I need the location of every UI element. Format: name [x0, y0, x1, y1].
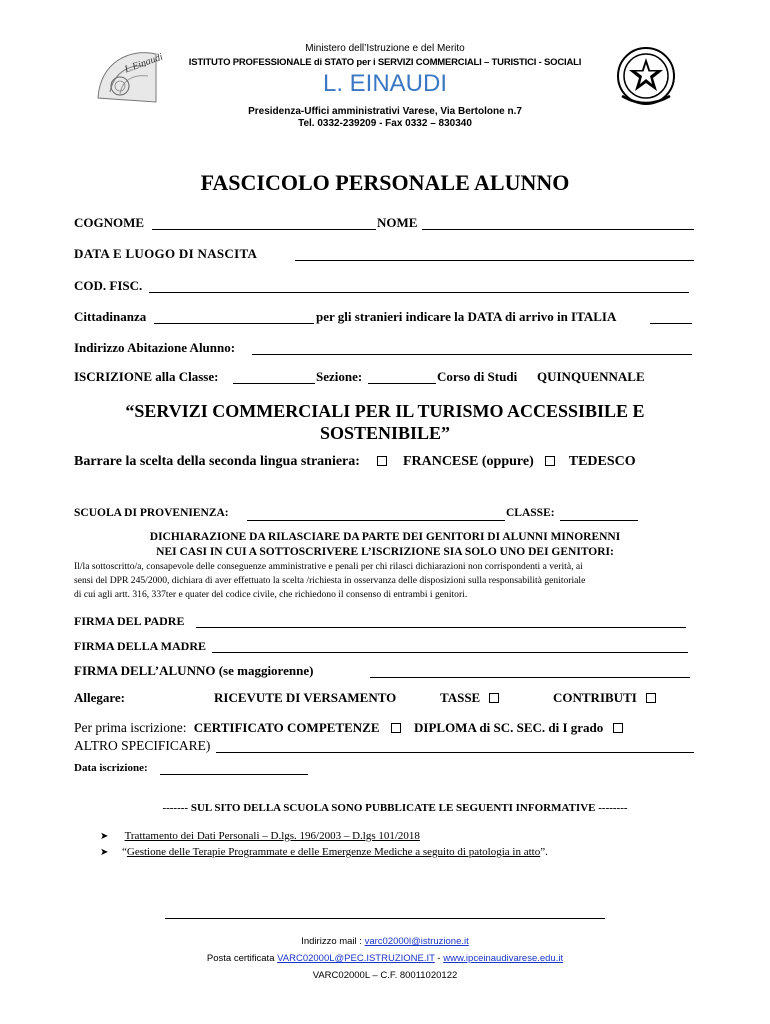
- ministry-line: Ministero dell’Istruzione e del Merito: [305, 43, 465, 54]
- website-link[interactable]: www.ipceinaudivarese.edu.it: [443, 953, 564, 964]
- data-iscrizione-label: Data iscrizione:: [74, 762, 148, 774]
- firma-madre-field[interactable]: [212, 652, 688, 653]
- data-iscrizione-field[interactable]: [160, 774, 308, 775]
- informativa-terapie-link[interactable]: Gestione delle Terapie Programmate e delle Emergenze Mediche a seguito di patologia in atto: [126, 846, 541, 858]
- informative-list: [100, 830, 548, 862]
- contributi-label: CONTRIBUTI: [553, 690, 637, 705]
- allegare-label: Allegare:: [74, 690, 126, 705]
- stranieri-label: per gli stranieri indicare la DATA di arrivo in ITALIA: [316, 309, 617, 324]
- provenienza-field[interactable]: [247, 520, 505, 521]
- language-row: [74, 454, 636, 470]
- mail-label: Indirizzo mail :: [301, 936, 362, 947]
- contributi-group: [553, 690, 656, 706]
- declaration-text2: sensi del DPR 245/2000, dichiara di aver effettuato la scelta /richiesta in osservanza delle disposizioni sulla responsabilità genitoriale: [74, 575, 586, 586]
- corso-label: Corso di Studi: [437, 369, 518, 384]
- footer-separator: -: [437, 953, 441, 964]
- language-option-francese: FRANCESE (oppure): [402, 454, 534, 469]
- quote-close: ”.: [540, 846, 548, 858]
- provenienza-label: SCUOLA DI PROVENIENZA:: [74, 507, 229, 519]
- page-title: FASCICOLO PERSONALE ALUNNO: [200, 170, 570, 195]
- phone-line: Tel. 0332-239209 - Fax 0332 – 830340: [298, 118, 472, 129]
- checkbox-francese[interactable]: [377, 456, 387, 466]
- cod-fisc-label: COD. FISC.: [74, 278, 143, 293]
- footer-divider: [165, 918, 605, 919]
- nome-field[interactable]: [422, 229, 694, 230]
- firma-padre-field[interactable]: [196, 627, 686, 628]
- pec-link[interactable]: VARC02000L@PEC.ISTRUZIONE.IT: [277, 953, 435, 964]
- cittadinanza-field[interactable]: [154, 323, 314, 324]
- arrivo-field[interactable]: [650, 323, 692, 324]
- course-title-line1: “SERVIZI COMMERCIALI PER IL TURISMO ACCESSIBILE E: [125, 401, 645, 421]
- cittadinanza-label: Cittadinanza: [74, 309, 147, 324]
- indirizzo-label: Indirizzo Abitazione Alunno:: [74, 340, 236, 355]
- informative-heading: ------- SUL SITO DELLA SCUOLA SONO PUBBLICATE LE SEGUENTI INFORMATIVE --------: [162, 802, 628, 814]
- quote-open: “: [122, 846, 127, 858]
- sezione-label: Sezione:: [316, 369, 363, 384]
- tasse-label: TASSE: [440, 690, 481, 705]
- firma-padre-label: FIRMA DEL PADRE: [74, 614, 185, 628]
- declaration-heading1: DICHIARAZIONE DA RILASCIARE DA PARTE DEI GENITORI DI ALUNNI MINORENNI: [149, 531, 621, 543]
- data-luogo-label: DATA E LUOGO DI NASCITA: [74, 246, 258, 261]
- certificato-label: CERTIFICATO COMPETENZE: [193, 720, 380, 735]
- firma-madre-label: FIRMA DELLA MADRE: [74, 639, 207, 653]
- declaration-text3: di cui agli artt. 316, 337ter e quater del codice civile, che richiedono il consenso di entrambi i genitori.: [74, 589, 468, 600]
- language-option-tedesco: TEDESCO: [568, 454, 636, 469]
- tasse-group: [440, 690, 499, 706]
- footer-code-line: VARC02000L – C.F. 80011020122: [312, 970, 458, 981]
- arrow-bullet-icon: ➤: [100, 831, 109, 842]
- indirizzo-field[interactable]: [252, 354, 692, 355]
- course-title-line2: SOSTENIBILE”: [319, 423, 451, 443]
- iscrizione-label: ISCRIZIONE alla Classe:: [74, 369, 219, 384]
- institute-line: ISTITUTO PROFESSIONALE di STATO per i SERVIZI COMMERCIALI – TURISTICI - SOCIALI: [188, 57, 582, 68]
- checkbox-contributi[interactable]: [646, 693, 656, 703]
- cod-fisc-field[interactable]: [149, 292, 689, 293]
- pec-label: Posta certificata: [206, 953, 275, 964]
- prima-iscrizione-row: [74, 720, 623, 736]
- checkbox-diploma[interactable]: [613, 723, 623, 733]
- language-label: Barrare la scelta della seconda lingua straniera:: [74, 454, 360, 469]
- cognome-field[interactable]: [152, 229, 376, 230]
- declaration-heading2: NEI CASI IN CUI A SOTTOSCRIVERE L’ISCRIZIONE SIA SOLO UNO DEI GENITORI:: [156, 546, 614, 558]
- classe-field[interactable]: [233, 383, 315, 384]
- ricevute-label: RICEVUTE DI VERSAMENTO: [214, 690, 397, 705]
- list-item: [100, 846, 548, 862]
- altro-label: ALTRO SPECIFICARE): [74, 738, 211, 753]
- school-name: L. EINAUDI: [322, 70, 448, 97]
- checkbox-tasse[interactable]: [489, 693, 499, 703]
- address-line: Presidenza-Uffici amministrativi Varese, Via Bertolone n.7: [248, 106, 522, 117]
- altro-field[interactable]: [216, 752, 694, 753]
- declaration-text1: Il/la sottoscritto/a, consapevole delle conseguenze amministrative e penali per chi rilasci dichiarazioni non corrispondenti a verità, ai: [74, 561, 583, 572]
- footer-mail-line: [0, 936, 770, 947]
- nome-label: NOME: [377, 215, 418, 230]
- arrow-bullet-icon: ➤: [100, 847, 109, 858]
- footer-pec-line: [0, 953, 770, 964]
- classe-prov-label: CLASSE:: [506, 507, 555, 519]
- list-item: [100, 830, 548, 846]
- informativa-privacy-link[interactable]: Trattamento dei Dati Personali – D.lgs. 196/2003 – D.lgs 101/2018: [124, 830, 420, 842]
- data-luogo-field[interactable]: [295, 260, 694, 261]
- firma-alunno-label: FIRMA DELL’ALUNNO (se maggiorenne): [74, 663, 314, 678]
- firma-alunno-field[interactable]: [370, 677, 690, 678]
- corso-value: QUINQUENNALE: [537, 369, 645, 384]
- mail-link[interactable]: varc02000l@istruzione.it: [364, 936, 469, 947]
- classe-prov-field[interactable]: [560, 520, 638, 521]
- diploma-label: DIPLOMA di SC. SEC. di I grado: [414, 720, 604, 735]
- checkbox-tedesco[interactable]: [545, 456, 555, 466]
- prima-iscrizione-label: Per prima iscrizione:: [74, 720, 187, 735]
- cognome-label: COGNOME: [74, 215, 145, 230]
- logo-text: L.Einaudi: [123, 51, 165, 76]
- checkbox-certificato[interactable]: [391, 723, 401, 733]
- sezione-field[interactable]: [368, 383, 436, 384]
